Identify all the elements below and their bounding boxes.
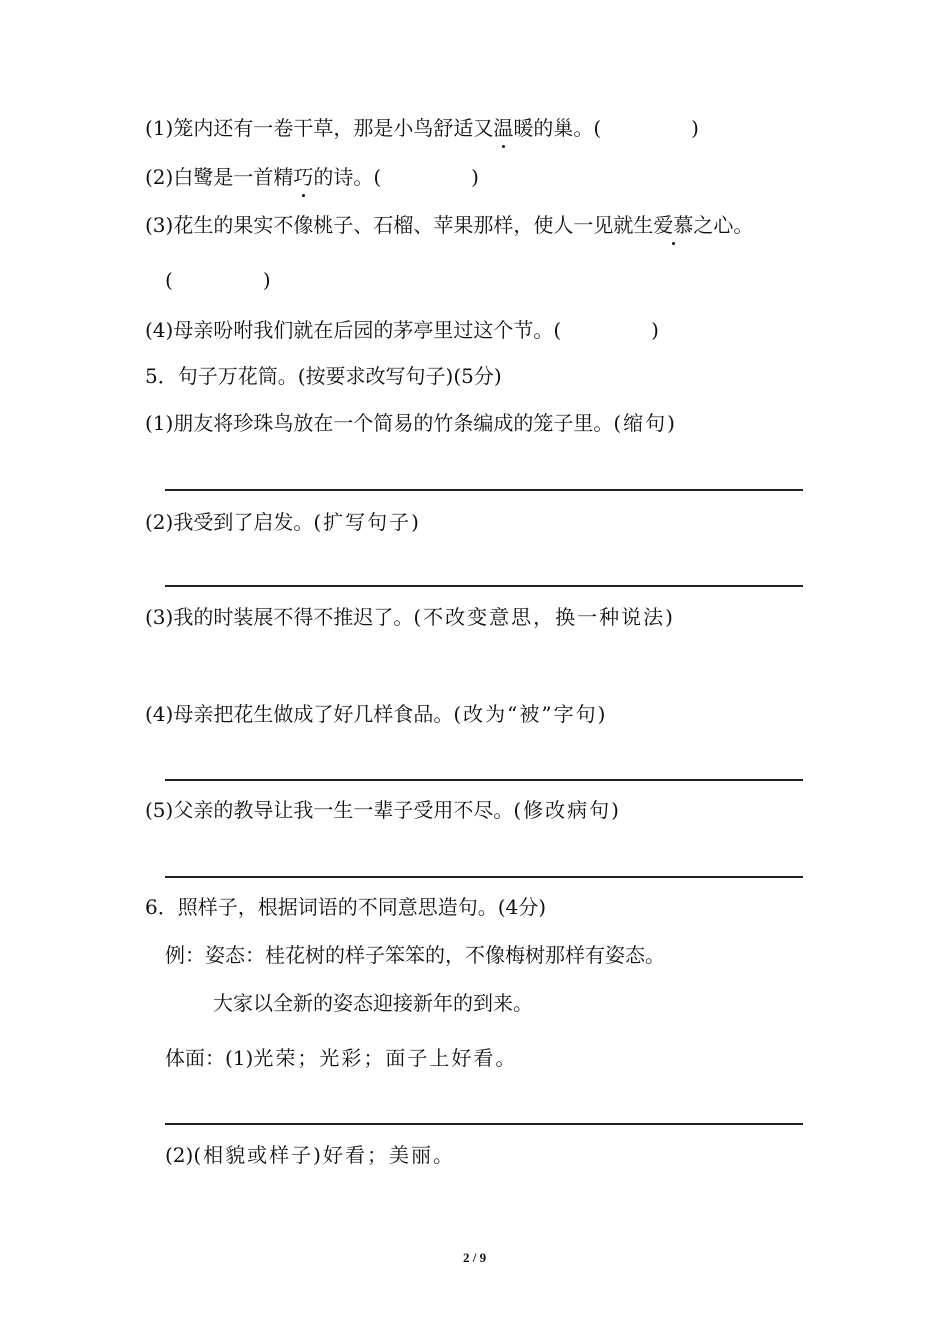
- q6-example-line1: 例：姿态：桂花树的样子笨笨的，不像梅树那样有姿态。: [165, 943, 665, 967]
- q5-item-3: (3)我的时装展不得不推迟了。(不改变意思，换一种说法): [145, 605, 675, 629]
- q4-item-4: (4)母亲吩咐我们就在后园的茅亭里过这个节。( ): [145, 318, 659, 342]
- q6-meaning-2: (2)(相貌或样子)好看；美丽。: [165, 1143, 455, 1167]
- q5-title: 5．句子万花筒。(按要求改写句子)(5分): [145, 364, 502, 388]
- q6-title: 6．照样子，根据词语的不同意思造句。(4分): [145, 895, 547, 919]
- q4-item-3-answer: ( ): [165, 268, 271, 292]
- answer-line[interactable]: [165, 489, 803, 491]
- q4-item-2: (2)白鹭是一首精巧的诗。( ): [145, 165, 479, 189]
- q6-example-line2: 大家以全新的姿态迎接新年的到来。: [213, 991, 533, 1015]
- q5-item-1: (1)朋友将珍珠鸟放在一个简易的竹条编成的笼子里。(缩句): [145, 411, 677, 435]
- emphasis-char: 巧: [293, 165, 314, 189]
- q6-meaning-1: 体面：(1)光荣；光彩；面子上好看。: [165, 1046, 518, 1070]
- q5-item-5: (5)父亲的教导让我一生一辈子受用不尽。(修改病句): [145, 798, 621, 822]
- q4-item-1: (1)笼内还有一卷干草，那是小鸟舒适又温暖的巢。( ): [145, 116, 699, 140]
- answer-line[interactable]: [165, 876, 803, 878]
- emphasis-char: 温: [493, 116, 514, 140]
- emphasis-char: 爱慕: [653, 213, 694, 237]
- q4-item-3: (3)花生的果实不像桃子、石榴、苹果那样，使人一见就生爱慕之心。: [145, 213, 754, 237]
- answer-line[interactable]: [165, 779, 803, 781]
- q5-item-4: (4)母亲把花生做成了好几样食品。(改为“被”字句): [145, 702, 608, 726]
- q5-item-2: (2)我受到了启发。(扩写句子): [145, 510, 421, 534]
- answer-line[interactable]: [165, 585, 803, 587]
- page-number: 2 / 9: [463, 1250, 487, 1265]
- answer-line[interactable]: [165, 1123, 803, 1125]
